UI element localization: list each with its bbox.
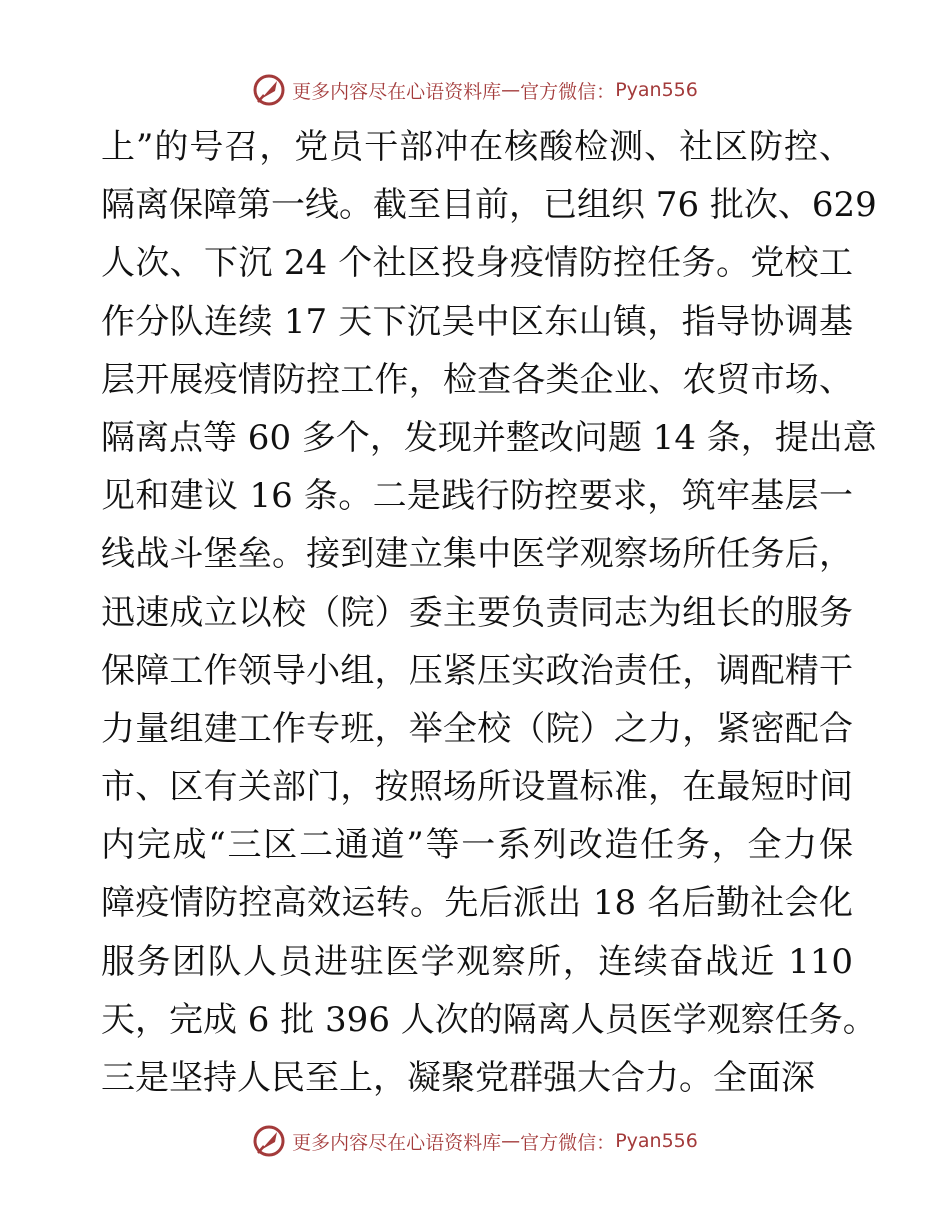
banner-site-text: 更多内容尽在心语资料库	[292, 80, 502, 103]
banner-separator: —	[501, 79, 521, 101]
body-line: 隔离保障第一线。截至目前，已组织 76 批次、629	[101, 185, 877, 226]
body-line: 障疫情防控高效运转。先后派出 18 名后勤社会化	[101, 883, 853, 924]
banner-wechat-id: Pyan556	[615, 1130, 698, 1152]
body-line: 层开展疫情防控工作，检查各类企业、农贸市场、	[101, 359, 853, 400]
banner-site-text: 更多内容尽在心语资料库	[292, 1131, 502, 1154]
body-line: 三是坚持人民至上，凝聚党群强大合力。全面深	[101, 1058, 815, 1098]
body-line: 服务团队人员进驻医学观察所，连续奋战近 110	[101, 941, 853, 982]
feather-pen-logo-icon	[252, 73, 286, 107]
body-line: 迅速成立以校（院）委主要负责同志为组长的服务	[101, 592, 853, 633]
body-line: 作分队连续 17 天下沉吴中区东山镇，指导协调基	[101, 301, 853, 342]
body-line: 上”的号召，党员干部冲在核酸检测、社区防控、	[101, 127, 853, 167]
feather-pen-logo-icon	[252, 1124, 286, 1158]
document-body	[101, 118, 877, 1107]
body-line: 隔离点等 60 多个，发现并整改问题 14 条，提出意	[101, 417, 877, 458]
banner-separator: —	[501, 1130, 521, 1152]
banner-wechat-label: 官方微信：	[520, 1131, 616, 1154]
body-line: 内完成“三区二通道”等一系列改造任务，全力保	[101, 825, 853, 866]
banner-wechat-label: 官方微信：	[520, 80, 616, 103]
header-banner	[0, 70, 950, 110]
body-line: 天，完成 6 批 396 人次的隔离人员医学观察任务。	[101, 999, 877, 1040]
body-line: 力量组建工作专班，举全校（院）之力，紧密配合	[101, 708, 853, 749]
body-line: 市、区有关部门，按照场所设置标准，在最短时间	[101, 767, 853, 808]
banner-wechat-id: Pyan556	[615, 79, 698, 101]
body-line: 见和建议 16 条。二是践行防控要求，筑牢基层一	[101, 476, 853, 517]
body-line: 线战斗堡垒。接到建立集中医学观察场所任务后，	[101, 534, 853, 575]
footer-banner	[0, 1121, 950, 1161]
body-line: 保障工作领导小组，压紧压实政治责任，调配精干	[101, 650, 853, 691]
body-line: 人次、下沉 24 个社区投身疫情防控任务。党校工	[101, 243, 853, 284]
